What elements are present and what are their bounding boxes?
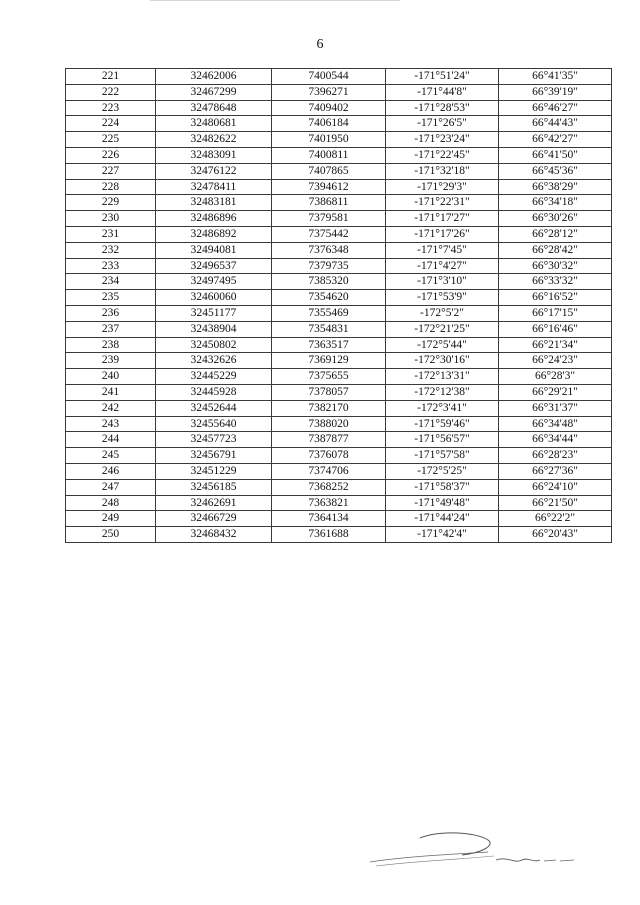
x-coordinate-cell: 32467299 bbox=[156, 84, 272, 100]
x-coordinate-cell: 32462006 bbox=[156, 69, 272, 85]
longitude-cell: -171°22'31" bbox=[386, 195, 499, 211]
point-number-cell: 221 bbox=[66, 69, 156, 85]
latitude-cell: 66°41'35" bbox=[499, 69, 612, 85]
coordinates-table bbox=[65, 68, 612, 543]
y-coordinate-cell: 7376078 bbox=[272, 448, 386, 464]
x-coordinate-cell: 32480681 bbox=[156, 116, 272, 132]
y-coordinate-cell: 7400811 bbox=[272, 147, 386, 163]
longitude-cell: -171°3'10" bbox=[386, 274, 499, 290]
point-number-cell: 230 bbox=[66, 211, 156, 227]
latitude-cell: 66°29'21" bbox=[499, 384, 612, 400]
latitude-cell: 66°34'48" bbox=[499, 416, 612, 432]
point-number-cell: 246 bbox=[66, 463, 156, 479]
table-row bbox=[66, 369, 612, 385]
x-coordinate-cell: 32486896 bbox=[156, 211, 272, 227]
table-row bbox=[66, 226, 612, 242]
latitude-cell: 66°21'34" bbox=[499, 337, 612, 353]
x-coordinate-cell: 32460060 bbox=[156, 290, 272, 306]
table-row bbox=[66, 274, 612, 290]
point-number-cell: 222 bbox=[66, 84, 156, 100]
latitude-cell: 66°39'19" bbox=[499, 84, 612, 100]
y-coordinate-cell: 7388020 bbox=[272, 416, 386, 432]
x-coordinate-cell: 32468432 bbox=[156, 527, 272, 543]
longitude-cell: -172°21'25" bbox=[386, 321, 499, 337]
y-coordinate-cell: 7387877 bbox=[272, 432, 386, 448]
y-coordinate-cell: 7375655 bbox=[272, 369, 386, 385]
page-number: 6 bbox=[316, 37, 324, 52]
longitude-cell: -171°22'45" bbox=[386, 147, 499, 163]
point-number-cell: 231 bbox=[66, 226, 156, 242]
table-row bbox=[66, 432, 612, 448]
longitude-cell: -172°13'31" bbox=[386, 369, 499, 385]
y-coordinate-cell: 7368252 bbox=[272, 479, 386, 495]
x-coordinate-cell: 32462691 bbox=[156, 495, 272, 511]
x-coordinate-cell: 32483181 bbox=[156, 195, 272, 211]
y-coordinate-cell: 7364134 bbox=[272, 511, 386, 527]
table-row bbox=[66, 479, 612, 495]
point-number-cell: 237 bbox=[66, 321, 156, 337]
latitude-cell: 66°28'23" bbox=[499, 448, 612, 464]
table-row bbox=[66, 211, 612, 227]
point-number-cell: 228 bbox=[66, 179, 156, 195]
latitude-cell: 66°45'36" bbox=[499, 163, 612, 179]
x-coordinate-cell: 32438904 bbox=[156, 321, 272, 337]
y-coordinate-cell: 7363821 bbox=[272, 495, 386, 511]
scan-edge-line bbox=[150, 0, 400, 1]
point-number-cell: 238 bbox=[66, 337, 156, 353]
y-coordinate-cell: 7386811 bbox=[272, 195, 386, 211]
x-coordinate-cell: 32455640 bbox=[156, 416, 272, 432]
x-coordinate-cell: 32456791 bbox=[156, 448, 272, 464]
latitude-cell: 66°20'43" bbox=[499, 527, 612, 543]
latitude-cell: 66°16'46" bbox=[499, 321, 612, 337]
table-row bbox=[66, 305, 612, 321]
x-coordinate-cell: 32457723 bbox=[156, 432, 272, 448]
latitude-cell: 66°17'15" bbox=[499, 305, 612, 321]
point-number-cell: 234 bbox=[66, 274, 156, 290]
point-number-cell: 250 bbox=[66, 527, 156, 543]
longitude-cell: -171°44'8" bbox=[386, 84, 499, 100]
x-coordinate-cell: 32483091 bbox=[156, 147, 272, 163]
latitude-cell: 66°34'44" bbox=[499, 432, 612, 448]
latitude-cell: 66°30'26" bbox=[499, 211, 612, 227]
x-coordinate-cell: 32456185 bbox=[156, 479, 272, 495]
longitude-cell: -171°17'26" bbox=[386, 226, 499, 242]
point-number-cell: 248 bbox=[66, 495, 156, 511]
point-number-cell: 249 bbox=[66, 511, 156, 527]
latitude-cell: 66°38'29" bbox=[499, 179, 612, 195]
table-row bbox=[66, 163, 612, 179]
y-coordinate-cell: 7361688 bbox=[272, 527, 386, 543]
table-row bbox=[66, 179, 612, 195]
latitude-cell: 66°41'50" bbox=[499, 147, 612, 163]
latitude-cell: 66°22'2" bbox=[499, 511, 612, 527]
table-row bbox=[66, 116, 612, 132]
x-coordinate-cell: 32452644 bbox=[156, 400, 272, 416]
table-row bbox=[66, 495, 612, 511]
longitude-cell: -171°7'45" bbox=[386, 242, 499, 258]
y-coordinate-cell: 7355469 bbox=[272, 305, 386, 321]
table-row bbox=[66, 258, 612, 274]
y-coordinate-cell: 7406184 bbox=[272, 116, 386, 132]
point-number-cell: 236 bbox=[66, 305, 156, 321]
x-coordinate-cell: 32445928 bbox=[156, 384, 272, 400]
longitude-cell: -172°5'2" bbox=[386, 305, 499, 321]
longitude-cell: -171°28'53" bbox=[386, 100, 499, 116]
x-coordinate-cell: 32482622 bbox=[156, 132, 272, 148]
coordinates-table-body bbox=[66, 69, 612, 543]
latitude-cell: 66°28'3" bbox=[499, 369, 612, 385]
longitude-cell: -171°17'27" bbox=[386, 211, 499, 227]
point-number-cell: 224 bbox=[66, 116, 156, 132]
x-coordinate-cell: 32494081 bbox=[156, 242, 272, 258]
point-number-cell: 239 bbox=[66, 353, 156, 369]
longitude-cell: -171°23'24" bbox=[386, 132, 499, 148]
longitude-cell: -171°57'58" bbox=[386, 448, 499, 464]
table-row bbox=[66, 463, 612, 479]
longitude-cell: -171°4'27" bbox=[386, 258, 499, 274]
table-row bbox=[66, 511, 612, 527]
latitude-cell: 66°44'43" bbox=[499, 116, 612, 132]
latitude-cell: 66°33'32" bbox=[499, 274, 612, 290]
longitude-cell: -171°53'9" bbox=[386, 290, 499, 306]
x-coordinate-cell: 32466729 bbox=[156, 511, 272, 527]
y-coordinate-cell: 7354831 bbox=[272, 321, 386, 337]
table-row bbox=[66, 195, 612, 211]
y-coordinate-cell: 7374706 bbox=[272, 463, 386, 479]
y-coordinate-cell: 7396271 bbox=[272, 84, 386, 100]
y-coordinate-cell: 7400544 bbox=[272, 69, 386, 85]
x-coordinate-cell: 32450802 bbox=[156, 337, 272, 353]
y-coordinate-cell: 7379581 bbox=[272, 211, 386, 227]
latitude-cell: 66°24'10" bbox=[499, 479, 612, 495]
latitude-cell: 66°31'37" bbox=[499, 400, 612, 416]
y-coordinate-cell: 7354620 bbox=[272, 290, 386, 306]
point-number-cell: 225 bbox=[66, 132, 156, 148]
longitude-cell: -171°32'18" bbox=[386, 163, 499, 179]
table-row bbox=[66, 69, 612, 85]
point-number-cell: 223 bbox=[66, 100, 156, 116]
table-row bbox=[66, 337, 612, 353]
latitude-cell: 66°30'32" bbox=[499, 258, 612, 274]
y-coordinate-cell: 7369129 bbox=[272, 353, 386, 369]
latitude-cell: 66°46'27" bbox=[499, 100, 612, 116]
y-coordinate-cell: 7375442 bbox=[272, 226, 386, 242]
latitude-cell: 66°28'42" bbox=[499, 242, 612, 258]
table-row bbox=[66, 132, 612, 148]
point-number-cell: 226 bbox=[66, 147, 156, 163]
point-number-cell: 235 bbox=[66, 290, 156, 306]
y-coordinate-cell: 7401950 bbox=[272, 132, 386, 148]
point-number-cell: 245 bbox=[66, 448, 156, 464]
longitude-cell: -171°29'3" bbox=[386, 179, 499, 195]
y-coordinate-cell: 7382170 bbox=[272, 400, 386, 416]
longitude-cell: -172°12'38" bbox=[386, 384, 499, 400]
table-row bbox=[66, 353, 612, 369]
table-row bbox=[66, 84, 612, 100]
table-row bbox=[66, 242, 612, 258]
y-coordinate-cell: 7385320 bbox=[272, 274, 386, 290]
latitude-cell: 66°42'27" bbox=[499, 132, 612, 148]
latitude-cell: 66°16'52" bbox=[499, 290, 612, 306]
longitude-cell: -172°3'41" bbox=[386, 400, 499, 416]
longitude-cell: -171°56'57" bbox=[386, 432, 499, 448]
point-number-cell: 229 bbox=[66, 195, 156, 211]
table-row bbox=[66, 321, 612, 337]
x-coordinate-cell: 32478411 bbox=[156, 179, 272, 195]
x-coordinate-cell: 32486892 bbox=[156, 226, 272, 242]
longitude-cell: -171°51'24" bbox=[386, 69, 499, 85]
longitude-cell: -171°59'46" bbox=[386, 416, 499, 432]
point-number-cell: 240 bbox=[66, 369, 156, 385]
x-coordinate-cell: 32497495 bbox=[156, 274, 272, 290]
longitude-cell: -172°5'25" bbox=[386, 463, 499, 479]
longitude-cell: -171°44'24" bbox=[386, 511, 499, 527]
point-number-cell: 243 bbox=[66, 416, 156, 432]
table-row bbox=[66, 448, 612, 464]
longitude-cell: -171°49'48" bbox=[386, 495, 499, 511]
y-coordinate-cell: 7363517 bbox=[272, 337, 386, 353]
point-number-cell: 232 bbox=[66, 242, 156, 258]
x-coordinate-cell: 32496537 bbox=[156, 258, 272, 274]
longitude-cell: -171°58'37" bbox=[386, 479, 499, 495]
longitude-cell: -172°30'16" bbox=[386, 353, 499, 369]
point-number-cell: 233 bbox=[66, 258, 156, 274]
point-number-cell: 227 bbox=[66, 163, 156, 179]
table-row bbox=[66, 290, 612, 306]
table-row bbox=[66, 147, 612, 163]
x-coordinate-cell: 32432626 bbox=[156, 353, 272, 369]
longitude-cell: -171°26'5" bbox=[386, 116, 499, 132]
x-coordinate-cell: 32451177 bbox=[156, 305, 272, 321]
latitude-cell: 66°27'36" bbox=[499, 463, 612, 479]
y-coordinate-cell: 7378057 bbox=[272, 384, 386, 400]
point-number-cell: 241 bbox=[66, 384, 156, 400]
point-number-cell: 247 bbox=[66, 479, 156, 495]
table-row bbox=[66, 416, 612, 432]
handwritten-signature-icon bbox=[368, 826, 578, 876]
latitude-cell: 66°34'18" bbox=[499, 195, 612, 211]
x-coordinate-cell: 32476122 bbox=[156, 163, 272, 179]
longitude-cell: -172°5'44" bbox=[386, 337, 499, 353]
table-row bbox=[66, 400, 612, 416]
latitude-cell: 66°28'12" bbox=[499, 226, 612, 242]
x-coordinate-cell: 32478648 bbox=[156, 100, 272, 116]
latitude-cell: 66°24'23" bbox=[499, 353, 612, 369]
x-coordinate-cell: 32451229 bbox=[156, 463, 272, 479]
y-coordinate-cell: 7407865 bbox=[272, 163, 386, 179]
table-row bbox=[66, 100, 612, 116]
latitude-cell: 66°21'50" bbox=[499, 495, 612, 511]
longitude-cell: -171°42'4" bbox=[386, 527, 499, 543]
table-row bbox=[66, 384, 612, 400]
x-coordinate-cell: 32445229 bbox=[156, 369, 272, 385]
point-number-cell: 244 bbox=[66, 432, 156, 448]
y-coordinate-cell: 7379735 bbox=[272, 258, 386, 274]
y-coordinate-cell: 7394612 bbox=[272, 179, 386, 195]
y-coordinate-cell: 7409402 bbox=[272, 100, 386, 116]
point-number-cell: 242 bbox=[66, 400, 156, 416]
table-row bbox=[66, 527, 612, 543]
y-coordinate-cell: 7376348 bbox=[272, 242, 386, 258]
